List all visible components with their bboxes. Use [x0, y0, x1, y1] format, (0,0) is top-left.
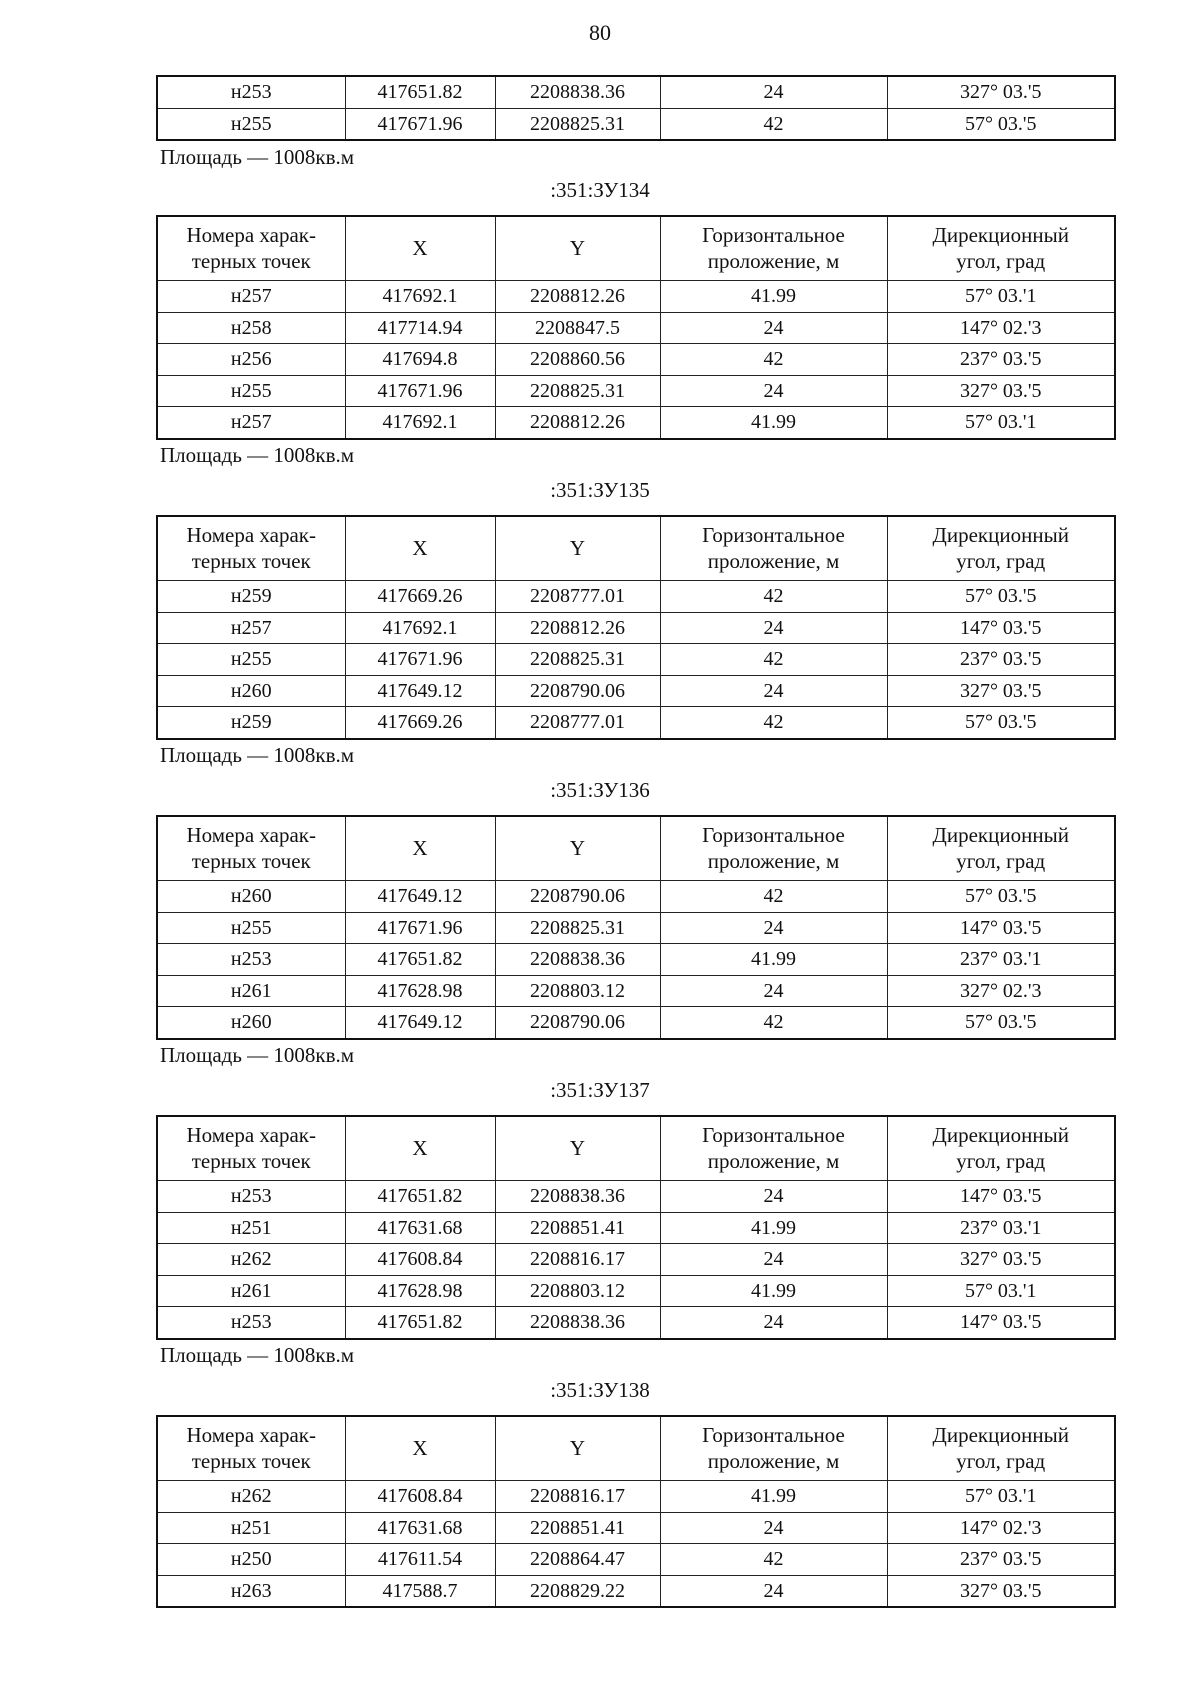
table-row: [157, 312, 1115, 344]
point-id-cell: н260: [157, 881, 345, 913]
coordinates-table: [156, 215, 1116, 440]
point-id-cell: н255: [157, 644, 345, 676]
points-header: Номера харак- терных точек: [157, 216, 345, 281]
angle-cell: 57° 03.'1: [887, 1481, 1115, 1513]
y-coordinate-cell: 2208825.31: [495, 644, 660, 676]
point-id-cell: н260: [157, 675, 345, 707]
table-row: [157, 407, 1115, 439]
y-coordinate-cell: 2208777.01: [495, 581, 660, 613]
y-header: Y: [495, 1116, 660, 1181]
angle-cell: 327° 02.'3: [887, 975, 1115, 1007]
y-coordinate-cell: 2208812.26: [495, 407, 660, 439]
point-id-cell: н253: [157, 1307, 345, 1339]
x-header: X: [345, 216, 495, 281]
distance-header: Горизонтальное проложение, м: [660, 1416, 887, 1481]
x-coordinate-cell: 417649.12: [345, 675, 495, 707]
x-coordinate-cell: 417608.84: [345, 1481, 495, 1513]
coordinates-table: [156, 815, 1116, 1040]
y-coordinate-cell: 2208816.17: [495, 1244, 660, 1276]
x-coordinate-cell: 417671.96: [345, 108, 495, 140]
distance-cell: 42: [660, 1544, 887, 1576]
distance-cell: 24: [660, 312, 887, 344]
table-row: [157, 612, 1115, 644]
point-id-cell: н257: [157, 407, 345, 439]
x-coordinate-cell: 417671.96: [345, 912, 495, 944]
x-coordinate-cell: 417631.68: [345, 1512, 495, 1544]
y-coordinate-cell: 2208777.01: [495, 707, 660, 739]
y-coordinate-cell: 2208864.47: [495, 1544, 660, 1576]
y-coordinate-cell: 2208847.5: [495, 312, 660, 344]
y-coordinate-cell: 2208838.36: [495, 944, 660, 976]
table-row: [157, 281, 1115, 313]
y-coordinate-cell: 2208851.41: [495, 1512, 660, 1544]
y-coordinate-cell: 2208851.41: [495, 1212, 660, 1244]
point-id-cell: н251: [157, 1212, 345, 1244]
distance-cell: 24: [660, 1181, 887, 1213]
y-coordinate-cell: 2208860.56: [495, 344, 660, 376]
distance-cell: 24: [660, 975, 887, 1007]
angle-cell: 327° 03.'5: [887, 76, 1115, 108]
x-coordinate-cell: 417669.26: [345, 707, 495, 739]
parcel-title: :351:ЗУ137: [550, 1078, 650, 1102]
table-row: [157, 975, 1115, 1007]
coordinates-table: [156, 515, 1116, 740]
distance-cell: 41.99: [660, 1275, 887, 1307]
angle-cell: 237° 03.'5: [887, 1544, 1115, 1576]
point-id-cell: н259: [157, 707, 345, 739]
angle-cell: 147° 03.'5: [887, 912, 1115, 944]
point-id-cell: н251: [157, 1512, 345, 1544]
x-header: X: [345, 816, 495, 881]
angle-cell: 57° 03.'5: [887, 581, 1115, 613]
angle-cell: 237° 03.'5: [887, 644, 1115, 676]
table-row: [157, 108, 1115, 140]
angle-cell: 57° 03.'1: [887, 281, 1115, 313]
distance-cell: 42: [660, 707, 887, 739]
angle-cell: 327° 03.'5: [887, 1244, 1115, 1276]
distance-cell: 24: [660, 375, 887, 407]
y-coordinate-cell: 2208838.36: [495, 1307, 660, 1339]
angle-cell: 327° 03.'5: [887, 375, 1115, 407]
distance-cell: 24: [660, 912, 887, 944]
header-row: [157, 816, 1115, 881]
x-coordinate-cell: 417692.1: [345, 612, 495, 644]
angle-header: Дирекционный угол, град: [887, 1416, 1115, 1481]
x-coordinate-cell: 417714.94: [345, 312, 495, 344]
table-row: [157, 881, 1115, 913]
distance-cell: 42: [660, 344, 887, 376]
angle-cell: 237° 03.'1: [887, 1212, 1115, 1244]
table-row: [157, 1275, 1115, 1307]
table-row: [157, 1212, 1115, 1244]
table-row: [157, 1575, 1115, 1607]
points-header: Номера харак- терных точек: [157, 1416, 345, 1481]
point-id-cell: н253: [157, 1181, 345, 1213]
distance-cell: 24: [660, 612, 887, 644]
table-row: [157, 1512, 1115, 1544]
angle-cell: 327° 03.'5: [887, 1575, 1115, 1607]
distance-header: Горизонтальное проложение, м: [660, 516, 887, 581]
y-coordinate-cell: 2208803.12: [495, 1275, 660, 1307]
y-coordinate-cell: 2208838.36: [495, 76, 660, 108]
distance-cell: 42: [660, 581, 887, 613]
point-id-cell: н253: [157, 944, 345, 976]
y-coordinate-cell: 2208812.26: [495, 612, 660, 644]
header-row: [157, 516, 1115, 581]
x-coordinate-cell: 417588.7: [345, 1575, 495, 1607]
y-coordinate-cell: 2208816.17: [495, 1481, 660, 1513]
table-row: [157, 1007, 1115, 1039]
angle-cell: 57° 03.'1: [887, 407, 1115, 439]
table-row: [157, 1181, 1115, 1213]
angle-header: Дирекционный угол, град: [887, 816, 1115, 881]
angle-header: Дирекционный угол, град: [887, 216, 1115, 281]
header-row: [157, 1116, 1115, 1181]
y-coordinate-cell: 2208812.26: [495, 281, 660, 313]
point-id-cell: н257: [157, 612, 345, 644]
point-id-cell: н250: [157, 1544, 345, 1576]
y-coordinate-cell: 2208825.31: [495, 912, 660, 944]
x-coordinate-cell: 417628.98: [345, 1275, 495, 1307]
distance-cell: 24: [660, 76, 887, 108]
parcel-title: :351:ЗУ134: [550, 178, 650, 202]
angle-cell: 147° 02.'3: [887, 1512, 1115, 1544]
distance-cell: 24: [660, 1307, 887, 1339]
angle-cell: 237° 03.'1: [887, 944, 1115, 976]
table-row: [157, 1544, 1115, 1576]
table-row: [157, 944, 1115, 976]
angle-cell: 147° 03.'5: [887, 1307, 1115, 1339]
table-row: [157, 375, 1115, 407]
angle-cell: 147° 03.'5: [887, 1181, 1115, 1213]
y-coordinate-cell: 2208803.12: [495, 975, 660, 1007]
x-coordinate-cell: 417651.82: [345, 1307, 495, 1339]
angle-cell: 57° 03.'1: [887, 1275, 1115, 1307]
table-row: [157, 76, 1115, 108]
angle-cell: 57° 03.'5: [887, 881, 1115, 913]
distance-header: Горизонтальное проложение, м: [660, 816, 887, 881]
angle-cell: 57° 03.'5: [887, 108, 1115, 140]
distance-cell: 24: [660, 1244, 887, 1276]
distance-cell: 41.99: [660, 281, 887, 313]
distance-cell: 41.99: [660, 1481, 887, 1513]
header-row: [157, 216, 1115, 281]
coordinates-table-continuation: [156, 75, 1116, 141]
angle-cell: 237° 03.'5: [887, 344, 1115, 376]
table-row: [157, 675, 1115, 707]
area-label: Площадь — 1008кв.м: [160, 145, 355, 169]
point-id-cell: н253: [157, 76, 345, 108]
angle-cell: 57° 03.'5: [887, 1007, 1115, 1039]
y-coordinate-cell: 2208825.31: [495, 375, 660, 407]
table-row: [157, 644, 1115, 676]
parcel-title: :351:ЗУ136: [550, 778, 650, 802]
parcel-title: :351:ЗУ135: [550, 478, 650, 502]
point-id-cell: н261: [157, 975, 345, 1007]
point-id-cell: н260: [157, 1007, 345, 1039]
x-header: X: [345, 1416, 495, 1481]
x-coordinate-cell: 417651.82: [345, 1181, 495, 1213]
points-header: Номера харак- терных точек: [157, 1116, 345, 1181]
x-coordinate-cell: 417669.26: [345, 581, 495, 613]
distance-cell: 24: [660, 1512, 887, 1544]
y-coordinate-cell: 2208838.36: [495, 1181, 660, 1213]
x-coordinate-cell: 417671.96: [345, 375, 495, 407]
point-id-cell: н262: [157, 1481, 345, 1513]
distance-cell: 41.99: [660, 1212, 887, 1244]
point-id-cell: н256: [157, 344, 345, 376]
y-coordinate-cell: 2208790.06: [495, 675, 660, 707]
x-coordinate-cell: 417692.1: [345, 281, 495, 313]
y-coordinate-cell: 2208790.06: [495, 881, 660, 913]
angle-header: Дирекционный угол, град: [887, 516, 1115, 581]
angle-cell: 147° 02.'3: [887, 312, 1115, 344]
table-row: [157, 707, 1115, 739]
table-row: [157, 1244, 1115, 1276]
y-header: Y: [495, 816, 660, 881]
point-id-cell: н258: [157, 312, 345, 344]
table-row: [157, 912, 1115, 944]
point-id-cell: н255: [157, 108, 345, 140]
distance-header: Горизонтальное проложение, м: [660, 1116, 887, 1181]
points-header: Номера харак- терных точек: [157, 516, 345, 581]
x-header: X: [345, 516, 495, 581]
point-id-cell: н263: [157, 1575, 345, 1607]
distance-cell: 42: [660, 881, 887, 913]
x-coordinate-cell: 417692.1: [345, 407, 495, 439]
distance-cell: 42: [660, 108, 887, 140]
point-id-cell: н257: [157, 281, 345, 313]
points-header: Номера харак- терных точек: [157, 816, 345, 881]
y-coordinate-cell: 2208825.31: [495, 108, 660, 140]
point-id-cell: н255: [157, 375, 345, 407]
parcel-title: :351:ЗУ138: [550, 1378, 650, 1402]
x-coordinate-cell: 417608.84: [345, 1244, 495, 1276]
point-id-cell: н261: [157, 1275, 345, 1307]
table-row: [157, 1481, 1115, 1513]
page-number: 80: [589, 20, 611, 45]
distance-cell: 42: [660, 644, 887, 676]
x-coordinate-cell: 417651.82: [345, 944, 495, 976]
x-coordinate-cell: 417671.96: [345, 644, 495, 676]
area-label: Площадь — 1008кв.м: [160, 1042, 355, 1067]
area-label: Площадь — 1008кв.м: [160, 742, 355, 767]
angle-header: Дирекционный угол, град: [887, 1116, 1115, 1181]
distance-cell: 42: [660, 1007, 887, 1039]
distance-cell: 41.99: [660, 944, 887, 976]
x-coordinate-cell: 417631.68: [345, 1212, 495, 1244]
distance-cell: 24: [660, 675, 887, 707]
table-row: [157, 581, 1115, 613]
table-row: [157, 344, 1115, 376]
distance-cell: 41.99: [660, 407, 887, 439]
header-row: [157, 1416, 1115, 1481]
point-id-cell: н259: [157, 581, 345, 613]
x-coordinate-cell: 417649.12: [345, 881, 495, 913]
y-coordinate-cell: 2208829.22: [495, 1575, 660, 1607]
point-id-cell: н255: [157, 912, 345, 944]
x-coordinate-cell: 417611.54: [345, 1544, 495, 1576]
y-coordinate-cell: 2208790.06: [495, 1007, 660, 1039]
angle-cell: 327° 03.'5: [887, 675, 1115, 707]
distance-header: Горизонтальное проложение, м: [660, 216, 887, 281]
x-coordinate-cell: 417651.82: [345, 76, 495, 108]
distance-cell: 24: [660, 1575, 887, 1607]
y-header: Y: [495, 216, 660, 281]
table-row: [157, 1307, 1115, 1339]
point-id-cell: н262: [157, 1244, 345, 1276]
area-label: Площадь — 1008кв.м: [160, 442, 355, 467]
x-header: X: [345, 1116, 495, 1181]
y-header: Y: [495, 516, 660, 581]
x-coordinate-cell: 417694.8: [345, 344, 495, 376]
y-header: Y: [495, 1416, 660, 1481]
coordinates-table: [156, 1115, 1116, 1340]
coordinates-table: [156, 1415, 1116, 1608]
x-coordinate-cell: 417628.98: [345, 975, 495, 1007]
x-coordinate-cell: 417649.12: [345, 1007, 495, 1039]
angle-cell: 57° 03.'5: [887, 707, 1115, 739]
angle-cell: 147° 03.'5: [887, 612, 1115, 644]
area-label: Площадь — 1008кв.м: [160, 1342, 355, 1367]
